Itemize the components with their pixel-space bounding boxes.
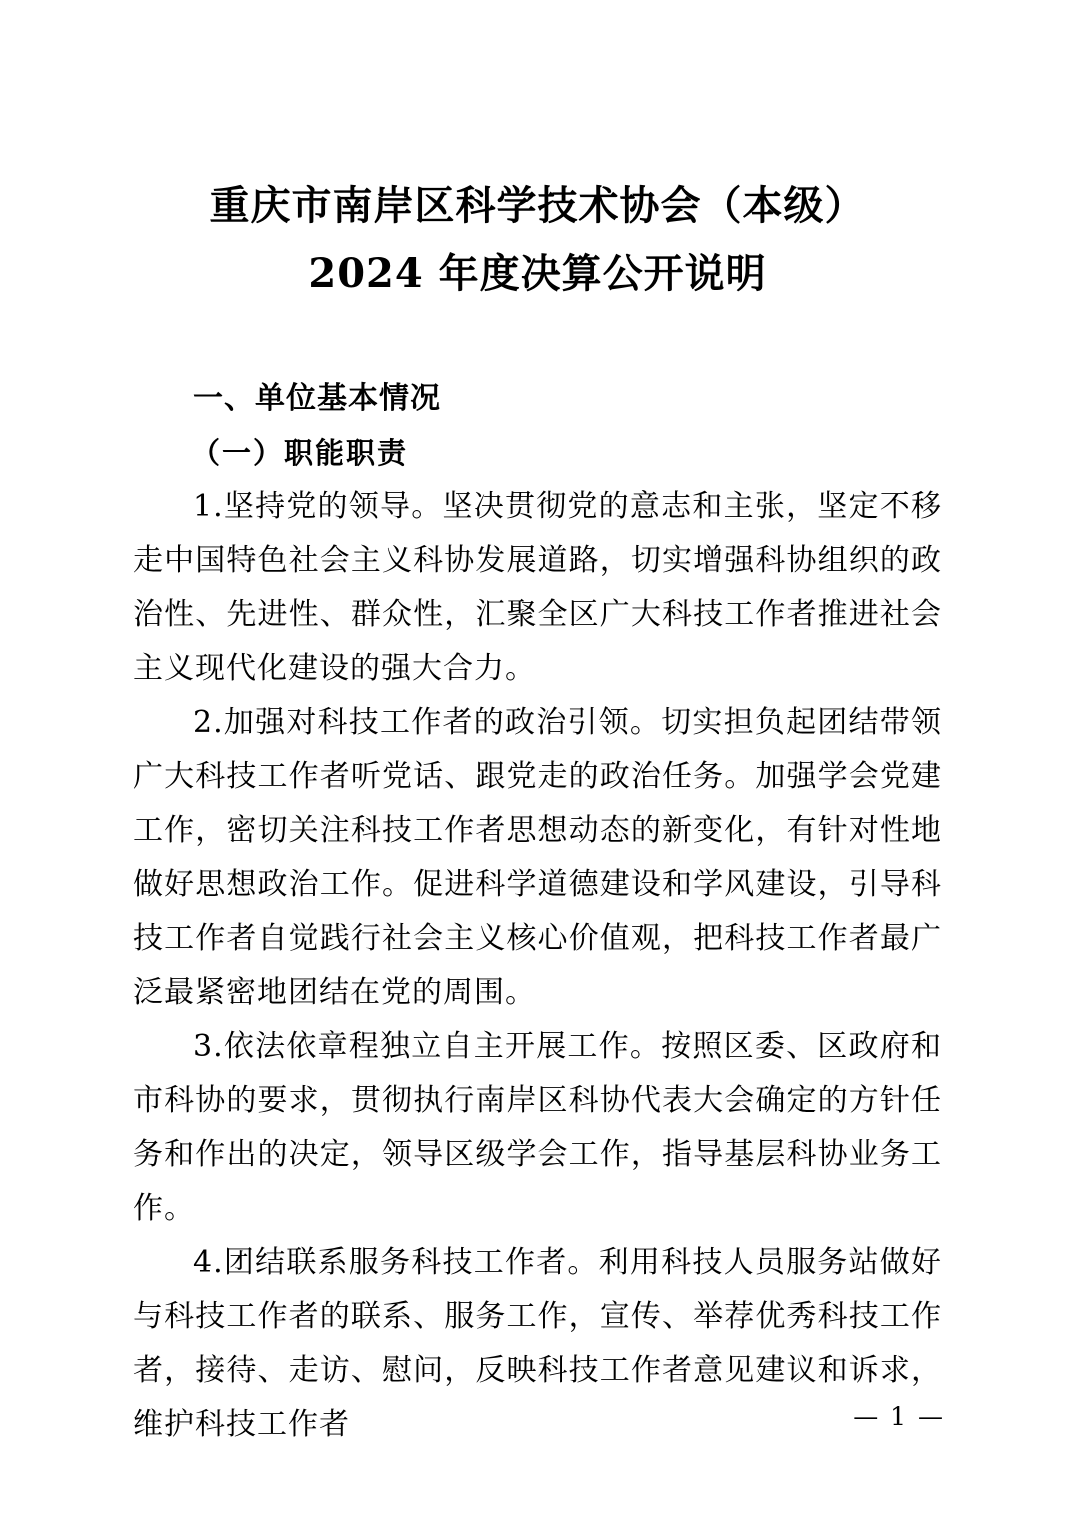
subsection-heading: （一）职能职责 <box>191 436 409 470</box>
page-number: — 1 — <box>853 1402 945 1431</box>
paragraph-4: 4.团结联系服务科技工作者。利用科技人员服务站做好与科技工作者的联系、服务工作，宣传、举荐优秀科技工作者，接待、走访、慰问，反映科技工作者意见建议和诉求，维护科技工作者 <box>133 1245 942 1442</box>
document-title-line-1: 重庆市南岸区科学技术协会（本级） <box>209 182 866 229</box>
document-title-line-2: 2024 年度决算公开说明 <box>308 250 767 297</box>
document-body <box>133 372 942 1452</box>
paragraph-3: 3.依法依章程独立自主开展工作。按照区委、区政府和市科协的要求，贯彻执行南岸区科协代表大会确定的方针任务和作出的决定，领导区级学会工作，指导基层科协业务工作。 <box>133 1029 942 1226</box>
document-title <box>60 172 1015 308</box>
paragraph-2: 2.加强对科技工作者的政治引领。切实担负起团结带领广大科技工作者听党话、跟党走的政治任务。加强学会党建工作，密切关注科技工作者思想动态的新变化，有针对性地做好思想政治工作。促进科学道德建设和学风建设，引导科技工作者自觉践行社会主义核心价值观，把科技工作者最广泛最紧密地团结在党的周围。 <box>133 705 942 1010</box>
section-heading: 一、单位基本情况 <box>193 381 441 416</box>
paragraph-1: 1.坚持党的领导。坚决贯彻党的意志和主张，坚定不移走中国特色社会主义科协发展道路，切实增强科协组织的政治性、先进性、群众性，汇聚全区广大科技工作者推进社会主义现代化建设的强大合力。 <box>133 489 942 686</box>
